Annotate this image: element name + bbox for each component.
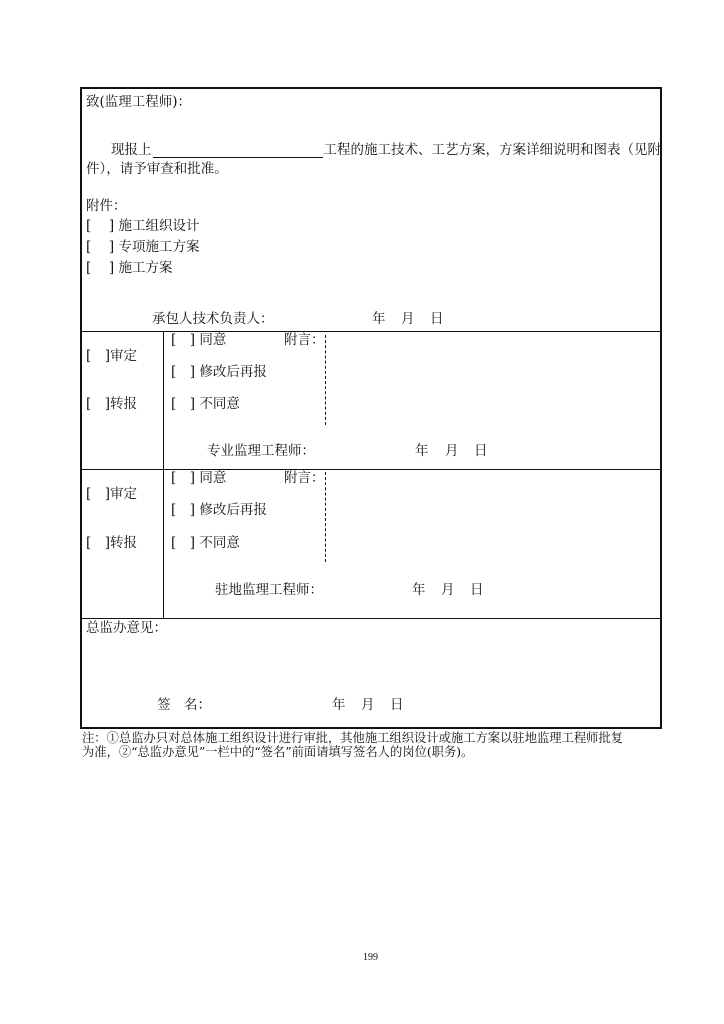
review2-remark-label: 附言： bbox=[284, 470, 325, 486]
divider-review1 bbox=[81, 469, 661, 470]
attachment-item: [ ] 施工组织设计 bbox=[86, 218, 200, 234]
intro-line-1 bbox=[111, 144, 661, 158]
divider-review2 bbox=[81, 618, 661, 619]
intro-prefix: 现报上 bbox=[111, 142, 152, 158]
date-year: 年 bbox=[415, 443, 429, 459]
page-number: 199 bbox=[363, 952, 378, 963]
divider-contractor bbox=[81, 331, 661, 332]
attachments-label: 附件： bbox=[86, 198, 127, 214]
date-month: 月 bbox=[445, 443, 459, 459]
chief-signature-label: 签 名： bbox=[157, 697, 211, 713]
date-year: 年 bbox=[412, 582, 426, 598]
date-month: 月 bbox=[361, 697, 375, 713]
contractor-signature-label: 承包人技术负责人： bbox=[152, 311, 274, 327]
attachment-label: 施工组织设计 bbox=[118, 218, 200, 234]
review2-forward-option[interactable]: [ ]转报 bbox=[86, 535, 138, 551]
attachment-item: [ ] 施工方案 bbox=[86, 260, 173, 276]
review2-agree-option[interactable]: [ ] 同意 bbox=[171, 470, 227, 486]
checkbox[interactable]: [ bbox=[86, 218, 92, 234]
addressee: 致(监理工程师)： bbox=[86, 94, 192, 110]
review1-remark-divider bbox=[325, 335, 326, 425]
review1-disagree-option[interactable]: [ ] 不同意 bbox=[171, 396, 240, 412]
footnote-line-1: 注：①总监办只对总体施工组织设计进行审批，其他施工组织设计或施工方案以驻地监理工程师批复 bbox=[82, 731, 624, 745]
intro-suffix: 工程的施工技术、工艺方案，方案详细说明和图表（见附 bbox=[323, 142, 661, 158]
attachment-label: 专项施工方案 bbox=[118, 239, 200, 255]
date-day: 日 bbox=[470, 582, 484, 598]
date-year: 年 bbox=[372, 311, 386, 327]
review2-audit-option[interactable]: [ ]审定 bbox=[86, 486, 138, 502]
review1-forward-option[interactable]: [ ]转报 bbox=[86, 396, 138, 412]
attachment-item: [ ] 专项施工方案 bbox=[86, 239, 200, 255]
date-month: 月 bbox=[441, 582, 455, 598]
footnote-line-2: 为准，②“总监办意见”一栏中的“签名”前面请填写签名人的岗位(职务)。 bbox=[82, 745, 474, 759]
review2-disagree-option[interactable]: [ ] 不同意 bbox=[171, 535, 240, 551]
intro-line-2: 件），请予审查和批准。 bbox=[86, 161, 228, 177]
review1-column-divider bbox=[163, 332, 164, 469]
date-day: 日 bbox=[390, 697, 404, 713]
date-month: 月 bbox=[401, 311, 415, 327]
review1-remark-label: 附言： bbox=[284, 332, 325, 348]
checkbox[interactable]: [ bbox=[86, 239, 92, 255]
review2-modify-option[interactable]: [ ] 修改后再报 bbox=[171, 502, 267, 518]
attachment-label: 施工方案 bbox=[118, 260, 173, 276]
chief-opinion-label: 总监办意见： bbox=[86, 620, 167, 636]
review1-agree-option[interactable]: [ ] 同意 bbox=[171, 332, 227, 348]
review1-audit-option[interactable]: [ ]审定 bbox=[86, 348, 138, 364]
review1-modify-option[interactable]: [ ] 修改后再报 bbox=[171, 364, 267, 380]
date-day: 日 bbox=[430, 311, 444, 327]
date-year: 年 bbox=[332, 697, 346, 713]
project-name-blank[interactable] bbox=[153, 145, 323, 158]
date-day: 日 bbox=[474, 443, 488, 459]
review1-signer-label: 专业监理工程师： bbox=[207, 443, 315, 459]
review2-signer-label: 驻地监理工程师： bbox=[215, 582, 323, 598]
review2-column-divider bbox=[163, 470, 164, 618]
form-frame bbox=[80, 87, 662, 729]
review2-remark-divider bbox=[325, 472, 326, 562]
checkbox[interactable]: [ bbox=[86, 260, 92, 276]
